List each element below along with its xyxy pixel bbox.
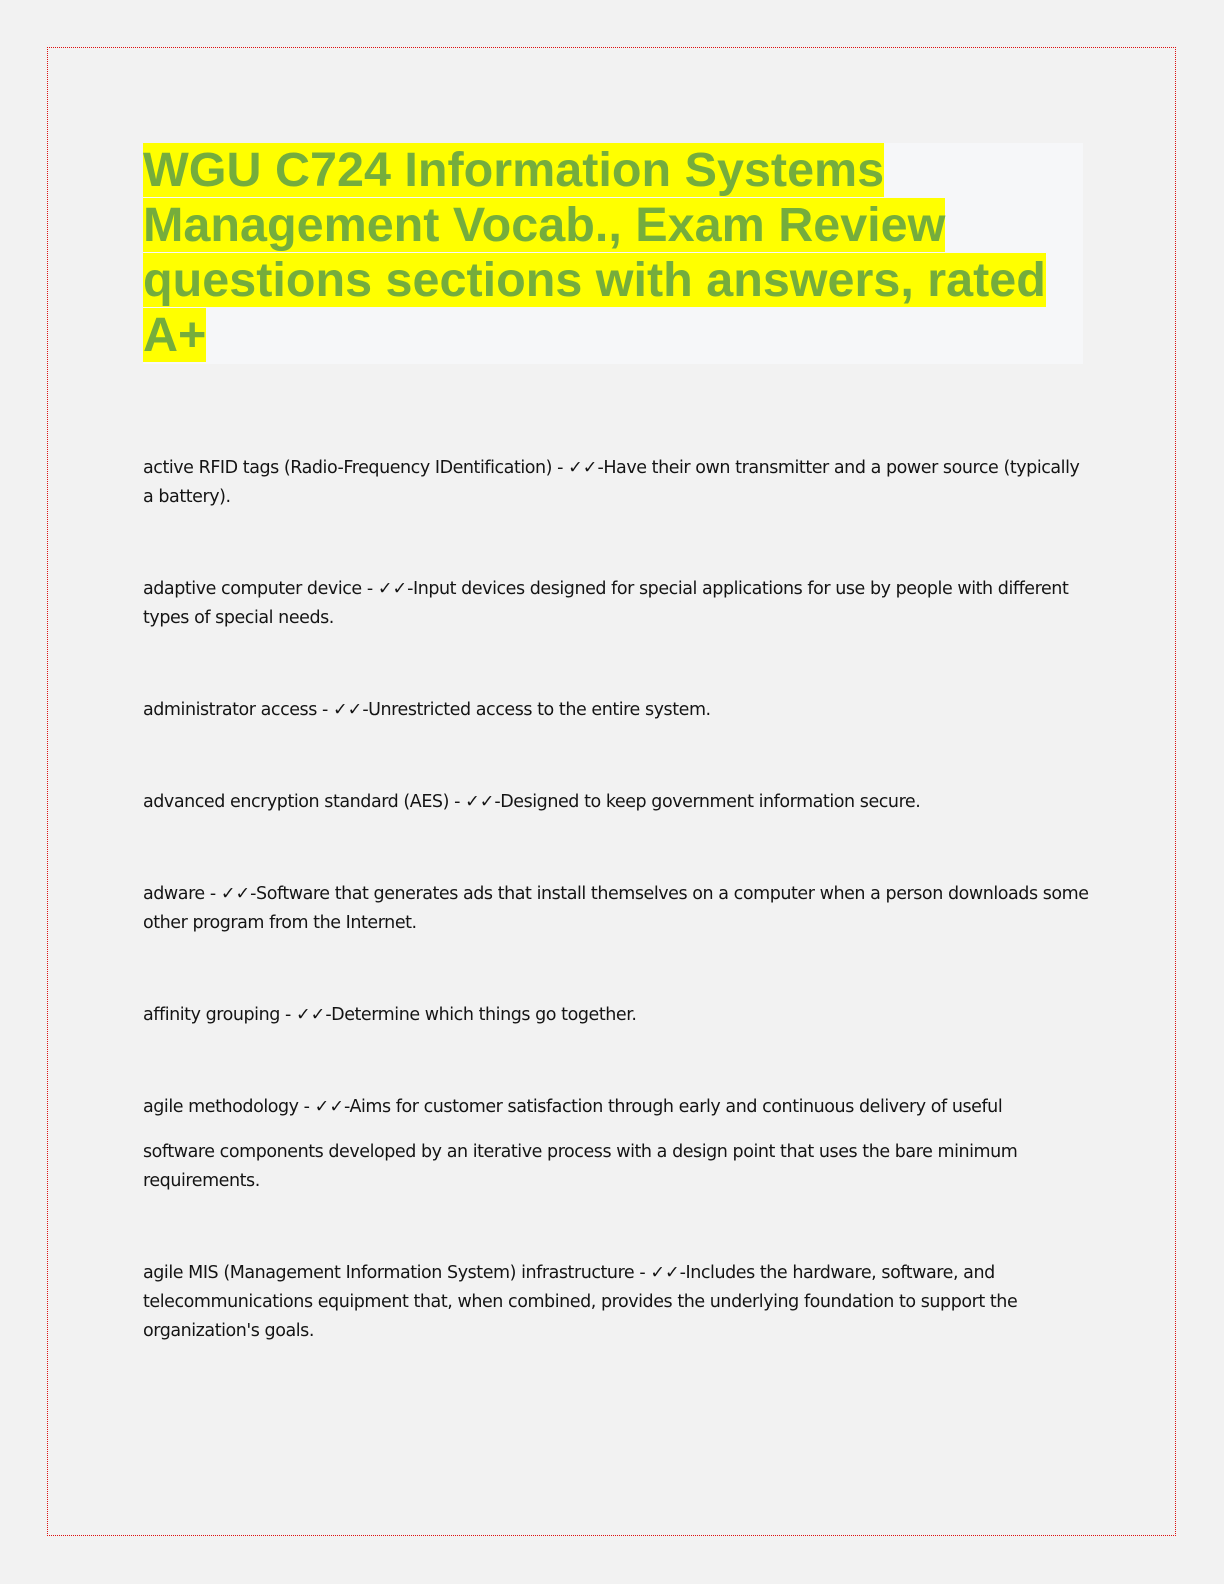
title-line: questions sections with answers, rated <box>143 253 1046 307</box>
double-check-icon: ✓✓ <box>650 1263 680 1283</box>
entry-term: adaptive computer device - <box>143 579 378 599</box>
entry-definition: -Aims for customer satisfaction through early and continuous delivery of useful <box>343 1097 1003 1117</box>
title-line: Management Vocab., Exam Review <box>143 198 946 252</box>
vocab-entry <box>143 880 1093 938</box>
double-check-icon: ✓✓ <box>465 792 495 812</box>
title-line: A+ <box>143 308 207 362</box>
vocab-entry <box>143 788 1093 817</box>
entry-definition: -Unrestricted access to the entire system. <box>362 700 711 720</box>
entry-definition-continuation: software components developed by an iterative process with a design point that uses the bare minimum requirements. <box>143 1142 1018 1191</box>
entry-term: agile methodology - <box>143 1097 315 1117</box>
double-check-icon: ✓✓ <box>295 1005 326 1025</box>
entry-definition: -Designed to keep government information secure. <box>494 792 921 812</box>
double-check-icon: ✓✓ <box>314 1097 344 1117</box>
entry-definition: -Determine which things go together. <box>325 1005 637 1025</box>
entry-term: agile MIS (Management Information System) infrastructure - <box>143 1263 651 1283</box>
title-line: WGU C724 Information Systems <box>143 143 885 197</box>
double-check-icon: ✓✓ <box>568 458 598 478</box>
entry-definition: -Input devices designed for special applications for use by people with different types of special needs. <box>143 579 1069 628</box>
vocab-entry <box>143 575 1093 633</box>
entry-term: advanced encryption standard (AES) - <box>143 792 466 812</box>
vocab-list <box>143 454 1093 1409</box>
title-block <box>143 143 1083 364</box>
entry-definition: -Software that generates ads that install themselves on a computer when a person downloads some other program from the Internet. <box>143 884 1089 933</box>
double-check-icon: ✓✓ <box>377 579 408 599</box>
document-title <box>143 143 1083 363</box>
vocab-entry <box>143 454 1093 512</box>
vocab-entry <box>143 1001 1093 1030</box>
entry-definition: -Includes the hardware, software, and telecommunications equipment that, when combined, provides the underlying foundation to support the organization's goals. <box>143 1263 1018 1341</box>
entry-definition: -Have their own transmitter and a power source (typically a battery). <box>143 458 1080 507</box>
entry-term: adware - <box>143 884 221 904</box>
entry-term: active RFID tags (Radio-Frequency IDentification) - <box>143 458 569 478</box>
vocab-entry <box>143 1259 1093 1346</box>
entry-term: administrator access - <box>143 700 333 720</box>
entry-term: affinity grouping - <box>143 1005 296 1025</box>
double-check-icon: ✓✓ <box>220 884 251 904</box>
vocab-entry <box>143 696 1093 725</box>
double-check-icon: ✓✓ <box>332 700 363 720</box>
vocab-entry <box>143 1093 1093 1196</box>
